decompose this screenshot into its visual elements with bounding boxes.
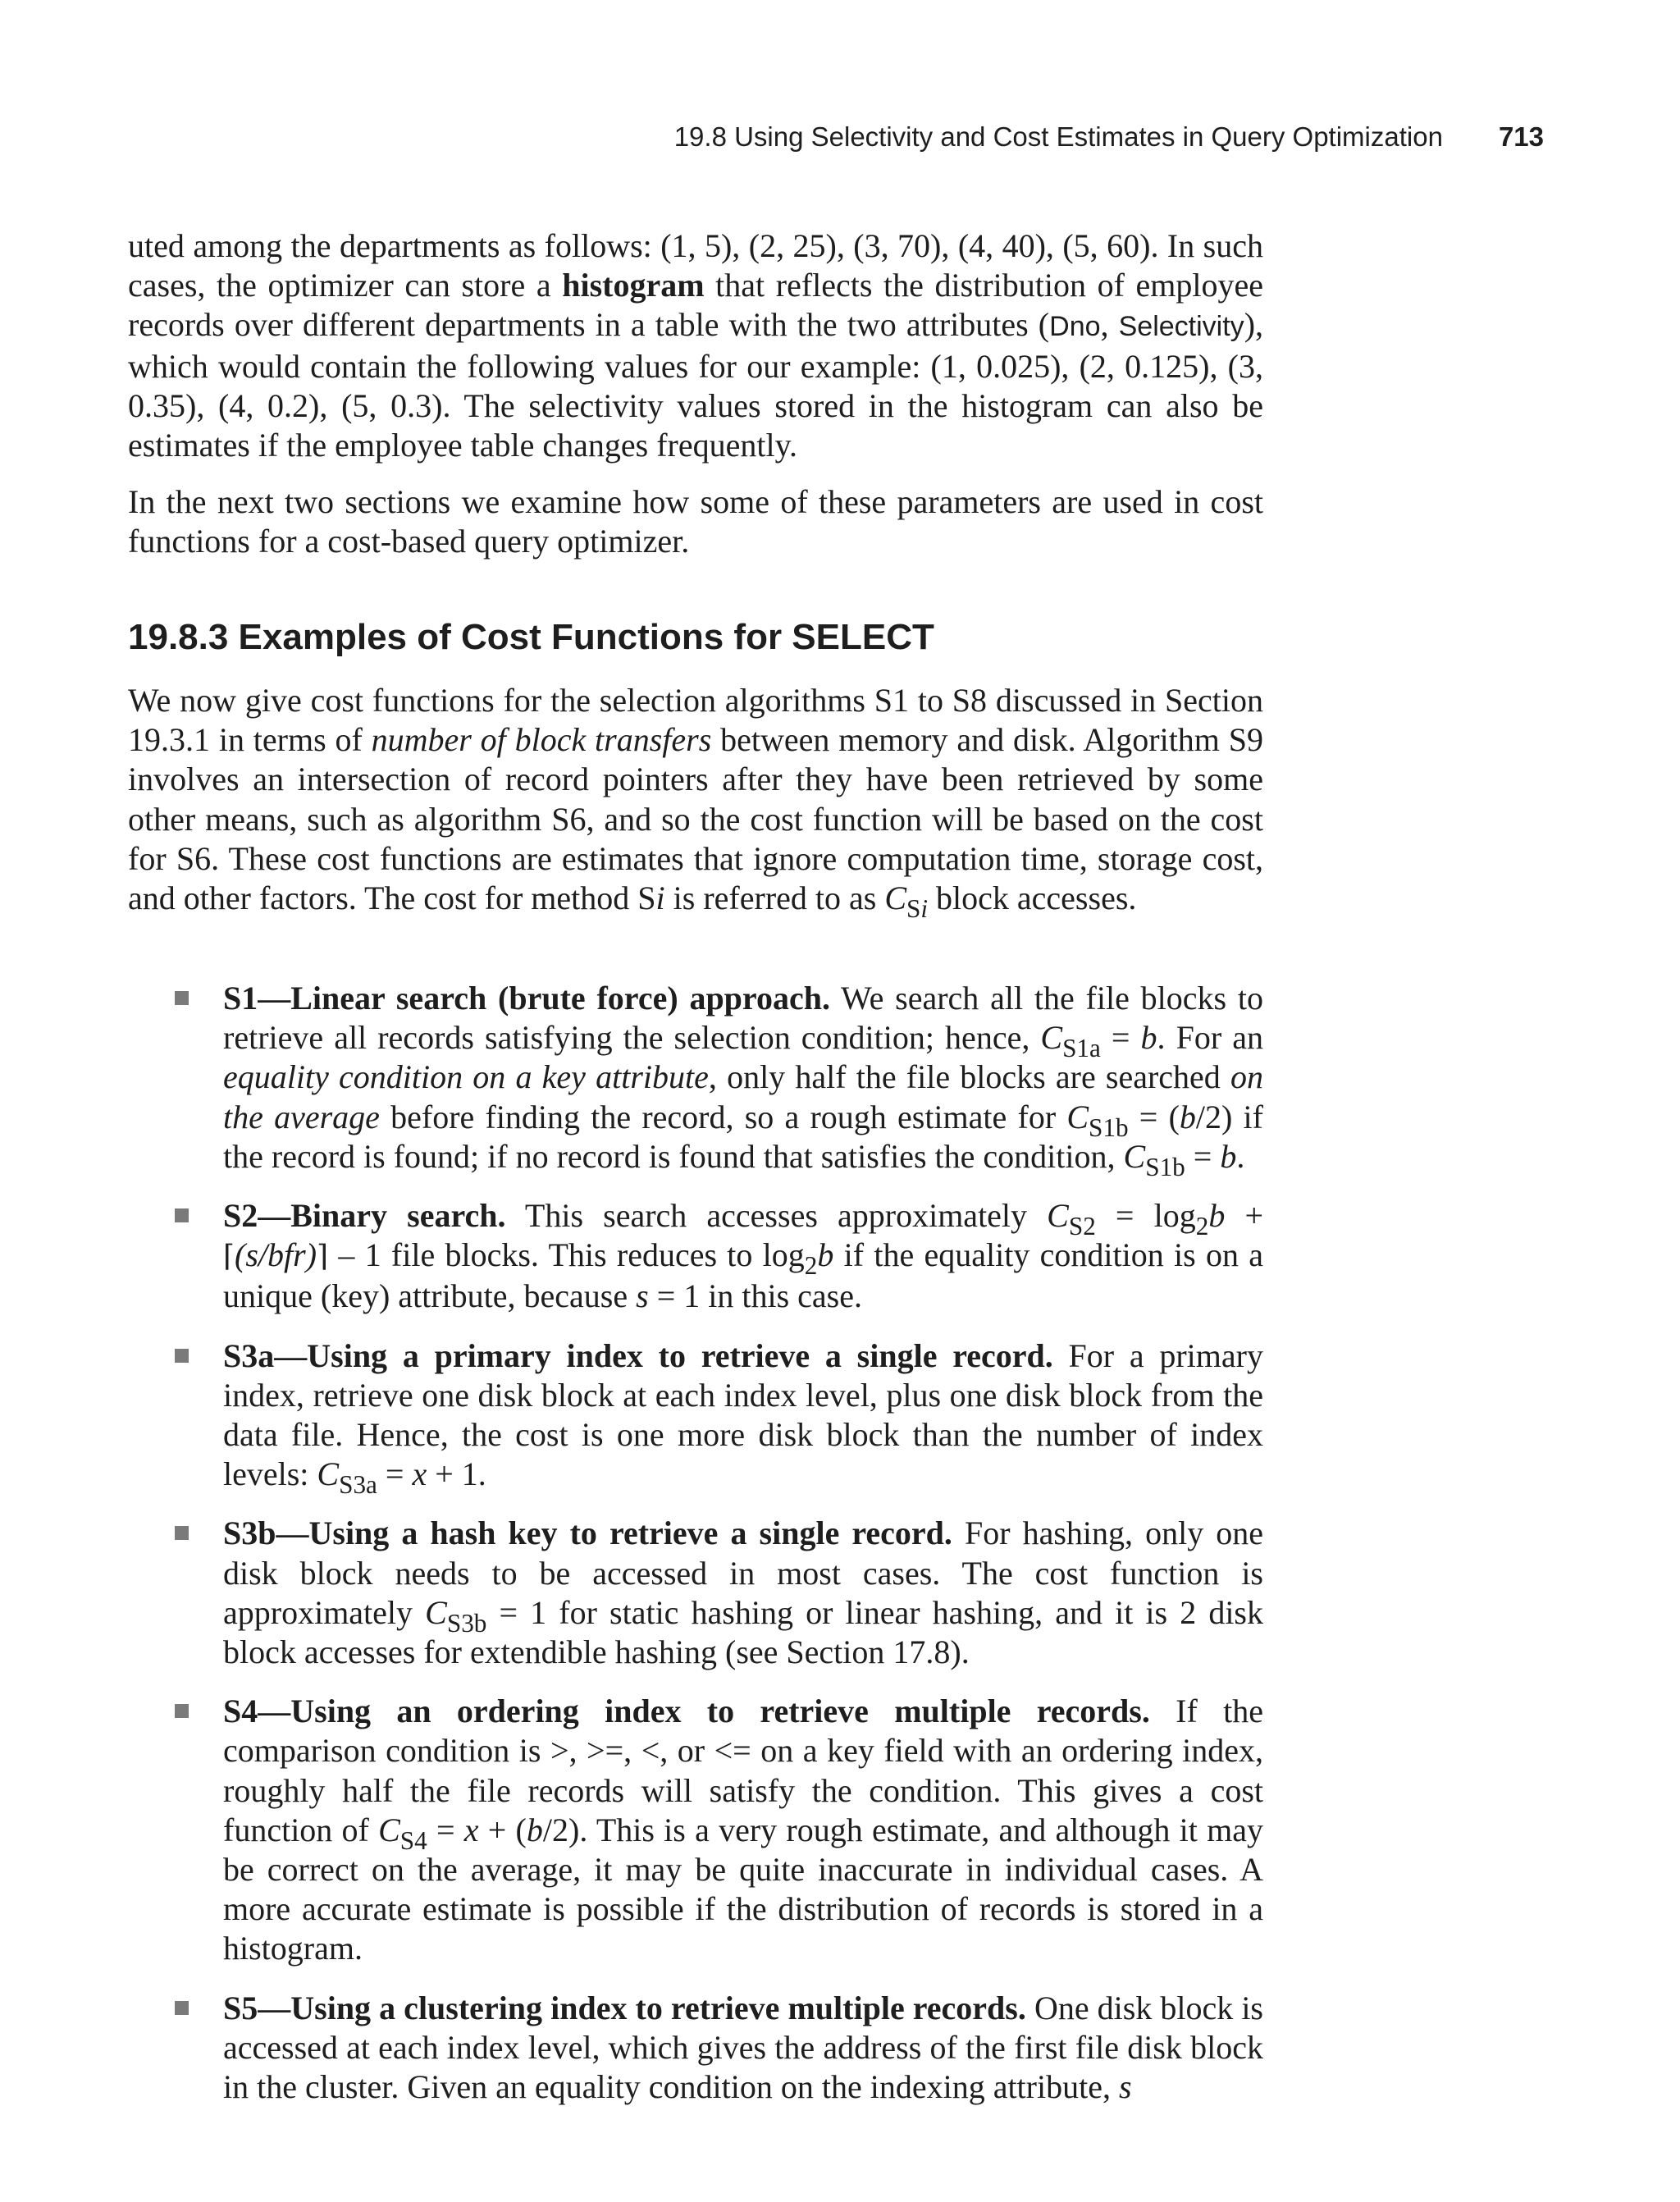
right-ceiling-icon: ⌉ xyxy=(317,1240,329,1274)
subscript-text: S4 xyxy=(399,1825,427,1855)
math-var-c: C xyxy=(884,879,907,917)
list-item-s3a xyxy=(128,1336,1263,1500)
paragraph-next-sections: In the next two sections we examine how some of these parameters are used in cost functions for a cost-based query optimizer. xyxy=(128,483,1263,560)
item-title: S2—Binary search. xyxy=(223,1197,506,1235)
subscript-text: S3a xyxy=(339,1470,377,1500)
text-run: We search all the file blocks to retrieve all records satisfying the selection condition; hence, xyxy=(223,980,1263,1057)
selection-algorithm-list xyxy=(128,979,1263,2127)
text-run: between memory and disk. Algorithm S9 involves an intersection of record pointers after they have been retrieved by some other means, such as algorithm S6, and so the cost function will be based on the cost for S6. These cost functions are estimates that ignore computation time, storage cost, and other factors. The cost for method S xyxy=(128,721,1263,917)
paragraph-cost-intro xyxy=(128,681,1263,923)
math-var-c: C xyxy=(317,1455,340,1493)
text-run: , xyxy=(1100,306,1119,344)
math-var-c: C xyxy=(1040,1019,1063,1057)
page-number: 713 xyxy=(1498,121,1544,152)
text-run: For a primary index, retrieve one disk block at each index level, plus one disk block from the data file. Hence, the cost is one more disk block than the number of index levels: xyxy=(223,1336,1263,1493)
list-item-s2 xyxy=(128,1196,1263,1317)
text-run: We now give cost functions for the selection algorithms S1 to S8 discussed in Section 19.3.1 in terms of xyxy=(128,682,1263,759)
math-var-b: b xyxy=(1140,1019,1157,1057)
text-run: = xyxy=(1100,1019,1141,1057)
paragraph-histogram xyxy=(128,226,1263,465)
subscript xyxy=(1145,1153,1185,1181)
attribute-selectivity: Selectivity xyxy=(1118,311,1244,343)
running-header xyxy=(128,121,1544,153)
math-var-i: i xyxy=(655,879,665,917)
attribute-dno: Dno xyxy=(1049,311,1101,343)
subscript-text: S1b xyxy=(1089,1112,1129,1142)
math-var-b: b xyxy=(1208,1197,1226,1235)
math-var-x: x xyxy=(463,1811,479,1848)
math-var-b: b xyxy=(1220,1137,1237,1175)
text-run: For hashing, only one disk block needs to be accessed in most cases. The cost function is approximately xyxy=(223,1514,1263,1631)
text-run: If the comparison condition is >, >=, <, or <= on a key field with an ordering index, roughly half the file records will satisfy the condition. This gives a cost function of xyxy=(223,1693,1263,1848)
list-item-s4 xyxy=(128,1692,1263,1968)
square-bullet-icon xyxy=(175,1526,189,1540)
math-expression: (s/bfr) xyxy=(235,1236,317,1274)
text-run: This search accesses approximately xyxy=(505,1197,1048,1235)
text-run: = xyxy=(377,1455,413,1493)
emphasis: on the average xyxy=(223,1058,1263,1135)
text-run: uted among the departments as follows: (1, 5), (2, 25), (3, 70), (4, 40), (5, 60). In such cases, the optimizer can store a xyxy=(128,227,1263,304)
subscript xyxy=(339,1470,377,1499)
text-run: that reflects the distribution of employee records over different departments in a table with the two attributes ( xyxy=(128,267,1264,344)
text-run: block accesses. xyxy=(928,879,1137,917)
math-var-x: x xyxy=(412,1455,427,1493)
text-run: before finding the record, so a rough estimate for xyxy=(379,1098,1067,1135)
square-bullet-icon xyxy=(175,1208,189,1222)
subscript-text: 2 xyxy=(1195,1211,1209,1240)
math-var-s: s xyxy=(636,1277,649,1315)
math-var-b: b xyxy=(1179,1098,1196,1135)
text-run: = ( xyxy=(1128,1098,1180,1135)
text-run: . For an xyxy=(1157,1019,1263,1057)
math-var-b: b xyxy=(817,1236,834,1274)
math-var-s: s xyxy=(1118,2068,1132,2106)
item-title: S3a—Using a primary index to retrieve a single record. xyxy=(223,1336,1053,1374)
left-ceiling-icon: ⌈ xyxy=(223,1240,235,1274)
term-histogram: histogram xyxy=(562,267,705,304)
text-run: /2) if the record is found; if no record is found that satisfies the condition, xyxy=(223,1098,1263,1175)
text-run: , only half the file blocks are searched xyxy=(708,1058,1230,1096)
item-title: S4—Using an ordering index to retrieve multiple records. xyxy=(223,1693,1150,1730)
square-bullet-icon xyxy=(175,2001,189,2015)
section-heading: 19.8.3 Examples of Cost Functions for SELECT xyxy=(128,617,934,657)
text-run: if the equality condition is on a unique (key) attribute, because xyxy=(223,1236,1263,1315)
square-bullet-icon xyxy=(175,1704,189,1718)
square-bullet-icon xyxy=(175,1349,189,1363)
text-run: /2). This is a very rough estimate, and although it may be correct on the average, it may be quite inaccurate in individual cases. A more accurate estimate is possible if the distribution of records is stored in a histogram. xyxy=(223,1811,1263,1967)
math-var-c: C xyxy=(1066,1098,1089,1135)
subscript-si xyxy=(906,894,928,923)
item-title: S3b—Using a hash key to retrieve a single record. xyxy=(223,1514,952,1552)
text-run: is referred to as xyxy=(664,879,885,917)
math-var-c: C xyxy=(378,1811,400,1848)
list-item-s1 xyxy=(128,979,1263,1181)
subscript-var: i xyxy=(920,893,929,923)
text-run: + ( xyxy=(478,1811,527,1848)
text-run: ), which would contain the following values for our example: (1, 0.025), (2, 0.125), (3, 0.35), (4, 0.2), (5, 0.3). The selectivity values stored in the histogram can also be estimates if the employee table changes frequently. xyxy=(128,306,1264,464)
square-bullet-icon xyxy=(175,991,189,1005)
math-var-c: C xyxy=(425,1593,447,1631)
emphasis-block-transfers: number of block transfers xyxy=(371,721,712,759)
text-run: = xyxy=(427,1811,464,1848)
text-run: = 1 in this case. xyxy=(648,1277,862,1315)
math-var-c: C xyxy=(1123,1137,1146,1175)
subscript-text: S2 xyxy=(1068,1211,1096,1240)
text-run: + 1. xyxy=(427,1455,486,1493)
math-var-b: b xyxy=(526,1811,543,1848)
emphasis: equality condition on a key attribute xyxy=(223,1058,709,1096)
text-run: = log xyxy=(1095,1197,1196,1235)
math-var-c: C xyxy=(1047,1197,1069,1235)
list-item-s3b xyxy=(128,1514,1263,1672)
list-item-s5 xyxy=(128,1989,1263,2108)
subscript-text: S3b xyxy=(446,1608,487,1638)
subscript-text: 2 xyxy=(804,1251,818,1281)
subscript-text: S1a xyxy=(1062,1034,1101,1063)
text-run: = xyxy=(1185,1137,1221,1175)
text-run: – 1 file blocks. This reduces to log xyxy=(328,1236,805,1274)
subscript-text: S1b xyxy=(1145,1152,1185,1181)
item-title: S1—Linear search (brute force) approach. xyxy=(223,980,830,1016)
item-title: S5—Using a clustering index to retrieve multiple records. xyxy=(223,1989,1026,2026)
text-run: = 1 for static hashing or linear hashing, and it is 2 disk block accesses for extendible hashing (see Section 17.8). xyxy=(223,1593,1263,1671)
running-title: 19.8 Using Selectivity and Cost Estimates in Query Optimization xyxy=(673,121,1443,152)
text-run: . xyxy=(1236,1137,1245,1175)
text-run: + xyxy=(1225,1197,1264,1235)
subscript-text: S xyxy=(906,893,921,923)
text-run: One disk block is accessed at each index level, which gives the address of the first file disk block in the cluster. Given an equality condition on the indexing attribute, xyxy=(223,1989,1263,2106)
